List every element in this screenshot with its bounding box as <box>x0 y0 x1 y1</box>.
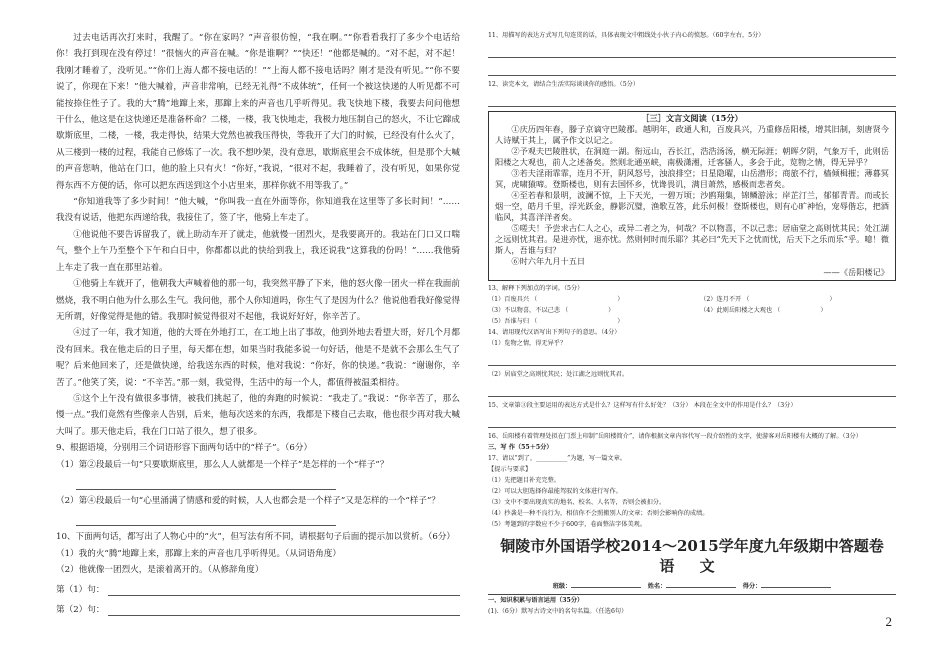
writing-tip: （2）可以大胆选择你最能驾驭的文体进行写作。 <box>488 488 622 495</box>
question-10-sub2: （2）他就像一团烈火，是滚着离开的。（从修辞角度） <box>56 565 264 576</box>
question-9: 9、根据语境，分别用三个词语形容下面两句话中的“样子”。（6分） <box>56 443 313 454</box>
question-11: 11、用描写的表达方式写几句连贯的话，具体表现文中粗线处小伙子内心的愤怒。（60字左右，5分） <box>488 32 765 39</box>
answer-sheet-question-1: (1).（6分）默写古诗文中的名句名篇。（任选6句） <box>488 608 628 615</box>
answer-line[interactable] <box>488 92 896 107</box>
writing-tip: （3）文中不要出现真实的地名、校名、人名等，否则会被扣分。 <box>488 499 666 506</box>
answer-row-1 <box>56 579 460 599</box>
question-13-item3: （3）不以物喜，不以己悲 <box>488 307 560 314</box>
score-label: 得分： <box>742 583 762 590</box>
story-paragraph-1: 过去电话再次打来时，我醒了。“你在家吗？”声音很仿惶，“我在啊。”“你看看我打了多少个电话给你！我打到现在没有停过！”很恼火的声音在喊。“你是谁啊？”“快还！”他都是喊的。“对不起，对不起！我刚才睡着了，没听见。”“你们上海人都不接电话的！”“上海人都不接电话吗？刚才是没有听见。”“你不要说了，你现在下来！”他大喊着，声音非常响，已经无礼得“不成体统”，任何一个被这快递的人听见都不可能按捺住性子了。我的大“腾”地蹿上来，那蹿上来的声音也几乎听得见。我飞快地下楼，我要去问问他想干什么，他这是在这快递还是准备杯命？二楼，一楼，我飞快地走，我极力地压制自己的怒火，不让它蹿成歇斯底里，二楼，一楼，我走得快，结果大党然也被我压得快，等我开了大门的时候，已经没有什么火了，从三楼到一楼的过程，我能自己修炼了一次。我不想吵架，没有意思，歇斯底里会不成体统，但是那个大喊的声音您呐，他站在门口，他的脸上只有火！“你好，”我说，“很对不起，我睡着了，没有听见，如果你觉得东西不方便的话，你可以把东西送到这个小店里来，那样你就不用等我了。” <box>56 33 460 191</box>
story-paragraph-3: ①他说他不要告诉留我了，就上助动车开了就走，他就慢一团烈火，是我要离开的。我站在门口又口喘气，整个上午乃至整个下午和白日中，你都都以此的快给到我上，我还说我“这算我的份吗！”……我他骑上车走了我一直在那里站着。 <box>56 229 460 273</box>
answer-line[interactable] <box>108 601 460 616</box>
writing-tip: （5）考题到的字数应不少于600字，卷面整洁字体美观。 <box>488 521 647 528</box>
classical-paragraph-3: ③若夫淫雨霏霏，连月不开，阴风怒号，浊浪排空；日星隐曜，山岳潜形；商旅不行，樯倾楫摧；薄暮冥冥，虎啸猿啼。登斯楼也，则有去国怀乡，忧谗畏讥，满目萧然，感极而悲者矣。 <box>495 168 889 189</box>
question-14-sub2: （2）居庙堂之高则忧其民；处江湖之远则忧其君。 <box>488 371 629 378</box>
answer-sheet-subject: 语 文 <box>659 557 725 575</box>
writing-tip: （4）抄袭是一种不良行为，相信你不会照搬别人的文章；否则会影响你的成绩。 <box>488 510 709 517</box>
question-13-item2: （2）连月不开 <box>700 296 742 303</box>
classical-reading-box <box>488 111 896 281</box>
story-paragraph-2: “你知道我等了多少时间！”他大喊，“你叫我一直在外面等你，你知道我在这里等了多长时间！”……我没有说话，他把东西递给我，我接住了，签了字，他骑上车走了。 <box>56 197 460 224</box>
class-field[interactable] <box>571 578 641 588</box>
classical-paragraph-6: ⑥时六年九月十五日 <box>511 256 586 266</box>
class-label: 班级： <box>552 583 572 590</box>
classical-paragraph-5: ⑤嗟夫！予尝求古仁人之心，或异二者之为，何哉？不以物喜，不以己悲；居庙堂之高则忧其民；处江湖之远则忧其君。是进亦忧，退亦忧。然则何时而乐耶？其必曰“先天下之忧而忧，后天下之乐而乐”乎。噫！微斯人，吾谁与归？ <box>495 223 889 255</box>
name-field[interactable] <box>666 578 736 588</box>
classical-paragraph-2: ②予观夫巴陵胜状，在洞庭一湖。衔远山，吞长江，浩浩汤汤，横无际涯；朝晖夕阴，气象万千，此则岳阳楼之大观也，前人之述备矣。然则北通巫峡，南极潇湘，迁客骚人，多会于此，览物之情，得无异乎？ <box>495 146 889 167</box>
answer-label-2: 第（2）句： <box>56 605 105 616</box>
question-13-row: （1）百废具兴 （ ） （2）连月不开 （ ） <box>488 296 836 303</box>
story-paragraph-6: ⑤这个上午没有做很多事情，被我们挑起了，他的奔跑的时候说：“我走了。”我说：“你辛苦了，那么慢一点。”我们竟然有些像亲人告别，后来，他每次送来的东西，我都是下楼自己去取，他也很少再对我大喊大叫了。那天他走后，我在门口站了很久，想了很多。 <box>56 393 461 437</box>
answer-line[interactable] <box>488 351 896 366</box>
answer-line[interactable] <box>76 475 336 490</box>
question-12: 12、读完本文，请结合生活实际谈谈你的感悟。（5分） <box>488 81 640 88</box>
right-column <box>488 30 896 617</box>
classical-reading-title: ［三］文言文阅读（15分） <box>641 113 743 123</box>
answer-label-1: 第（1）句： <box>56 585 105 596</box>
question-13-item5: （5）吾谁与归 <box>488 318 530 325</box>
writing-prompt: 17、请以“到了，__________”为题，写一篇文章。 <box>488 455 626 462</box>
name-label: 姓名： <box>647 583 667 590</box>
question-15: 15、文章第③段主要运用的表达方式是什么？这样写有什么好处？（3分） 本段在全文中的作用是什么？（3分） <box>488 402 797 409</box>
left-column <box>56 30 460 619</box>
answer-line[interactable] <box>488 382 896 397</box>
classical-paragraph-4: ④至若春和景明，波澜不惊，上下天光，一碧万顷；沙鸥翔集，锦鳞游泳；岸芷汀兰，郁郁青青。而或长烟一空，皓月千里，浮光跃金，静影沉璧，渔歌互答，此乐何极！登斯楼也，则有心旷神怡，宠辱偕忘，把酒临风，其喜洋洋者矣。 <box>495 190 889 222</box>
answer-line[interactable] <box>76 511 336 526</box>
question-14: 14、请用现代汉语写出下列句子的意思。（4分） <box>488 329 621 336</box>
question-14-sub1: （1）览物之情，得无异乎？ <box>488 340 567 347</box>
answer-line[interactable] <box>108 581 460 596</box>
classical-paragraph-1: ①庆历四年春，滕子京谪守巴陵郡。越明年，政通人和，百废具兴，乃重修岳阳楼，增其旧制，刻唐贤今人诗赋于其上，属予作文以记之。 <box>495 124 889 145</box>
score-field[interactable] <box>761 578 831 588</box>
story-paragraph-5: ④过了一年，我才知道，他的大哥在外地打工，在工地上出了事故，他到外地去看望大哥，好几个月都没有回来。我在他走后的日子里，每天都在想，如果当时我能多说一句好话，他是不是就不会那么生气了呢？后来他回来了，还是做快递，给我送东西的时候，他对我说：“你好，你的快递。”我说：“谢谢你，辛苦了。”他笑了笑，说：“不辛苦。”那一刻，我觉得，生活中的每一个人，都值得被温柔相待。 <box>56 328 460 388</box>
question-9-sub2: （2）第④段最后一句“心里涌满了情感和爱的时候，人人也都会是一个样子”又是怎样的一个“样子”？ <box>56 495 440 506</box>
question-13: 13、解释下列加点的字词。（5分） <box>488 285 584 292</box>
answer-sheet-section-1: 一、知识积累与语言运用（35分） <box>488 597 584 604</box>
writing-heading: 三、写 作（55＋5分） <box>488 444 553 451</box>
writing-tips-title: 【提示与要求】 <box>488 466 532 473</box>
question-13-item4: （4）此则岳阳楼之大观也 <box>700 307 773 314</box>
question-13-item1: （1）百废具兴 <box>488 296 530 303</box>
question-16: 16、岳阳楼有着管理处拟在门票上印制“岳阳楼简介”，请你根据文章内容代写一段介绍性的文字，使游客对岳阳楼有大概的了解。（3分） <box>488 433 862 440</box>
question-10: 10、下面两句话，都写出了人物心中的“火”，但写法有所不同，请根据句子后面的提示加以赏析。（6分） <box>56 532 456 543</box>
answer-line[interactable] <box>488 61 896 76</box>
answer-line[interactable] <box>488 413 896 428</box>
question-13-row: （3）不以物喜，不以己悲 （ ） （4）此则岳阳楼之大观也 （ ） <box>488 307 827 314</box>
question-10-sub1: （1）我的火“腾”地蹿上来，那蹿上来的声音也几乎听得见。（从词语角度） <box>56 548 341 559</box>
writing-tip: （1）先把题目补充完整。 <box>488 477 560 484</box>
answer-sheet-title: 铜陵市外国语学校2014～2015学年度九年级期中答题卷 <box>500 537 884 555</box>
answer-line[interactable] <box>488 43 896 58</box>
story-paragraph-4: ①他骑上车就开了，他朝我大声喊着他的那一句，我突然平静了下来，他的怒火像一团火一样在我面前燃烧，我不明白他为什么那么生气。我问他，那个人你知道吗，你生气了是因为什么？他说他看我好像觉得无所谓，好像觉得是他的错。我那时候觉得很对不起他，我说好好好，你辛苦了。 <box>56 279 460 322</box>
question-9-sub1: （1）第②段最后一句“只要歇斯底里，那么人人就都是一个样子”是怎样的一个“样子”？ <box>56 459 389 470</box>
answer-row-2 <box>56 599 460 619</box>
page-number: 2 <box>885 614 892 629</box>
classical-source: ——《岳阳楼记》 <box>823 267 889 277</box>
student-info-row <box>488 578 896 592</box>
question-13-row: （5）吾谁与归 （ ） <box>488 318 624 325</box>
